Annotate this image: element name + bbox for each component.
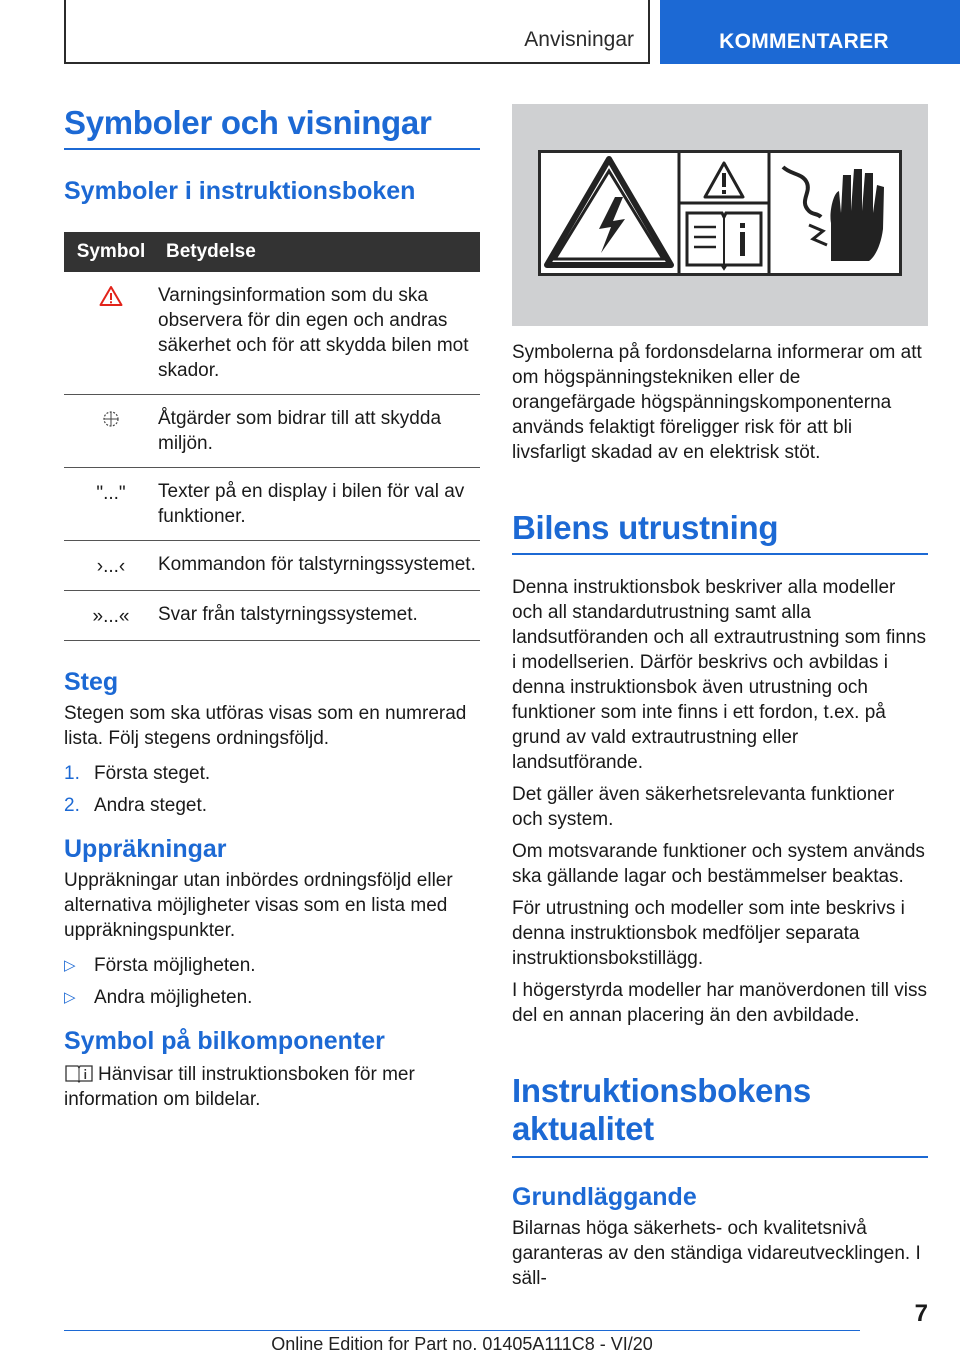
section-title-symbols: Symboler i instruktionsboken	[64, 177, 416, 205]
table-row	[64, 272, 480, 395]
numbered-list	[64, 761, 480, 818]
section-title-utrustning: Bilens utrustning	[512, 509, 779, 546]
utrustning-paragraph: Denna instruktionsbok beskriver alla modeller och all standardutrustning samt alla landsutföranden och all extrautrustning som finns i modellserien. Därför beskrivs och avbildas i denna instruktionsbok även utrustning och funktioner som inte finns i ett fordon, t.ex. på grund av vald extrautrustning eller landsutförande.	[512, 577, 927, 773]
table-cell-meaning: Åtgärder som bidrar till att skydda miljön.	[158, 395, 480, 468]
table-header-symbol: Symbol	[64, 232, 158, 272]
list-item: 2. Andra steget.	[64, 795, 208, 816]
table-cell-symbol: »...«	[64, 591, 158, 641]
environment-icon	[100, 408, 122, 430]
bullet-list	[64, 953, 480, 1010]
table-cell-meaning: Svar från talstyrningssystemet.	[158, 591, 480, 641]
table-row	[64, 541, 480, 591]
utrustning-paragraph: Det gäller även säkerhetsrelevanta funktioner och system.	[512, 784, 895, 830]
table-row	[64, 591, 480, 641]
symbol-table	[64, 232, 480, 641]
grundlaggande-text: Bilarnas höga säkerhets- och kvalitetsnivå garanteras av den ständiga vidareutvecklingen. I säll-	[512, 1218, 921, 1289]
utrustning-paragraph: För utrustning och modeller som inte beskrivs i denna instruktionsbok medföljer separata instruktionsbokstillägg.	[512, 898, 905, 969]
left-column	[64, 104, 480, 1112]
table-header-row	[64, 232, 480, 272]
table-cell-symbol: "..."	[64, 468, 158, 541]
triangle-bullet-icon: ▷	[64, 989, 76, 1006]
table-header-meaning: Betydelse	[158, 232, 480, 272]
active-tab-label: KOMMENTARER	[719, 30, 889, 53]
section-title-grundlaggande: Grundläggande	[512, 1183, 697, 1211]
page-title: Symboler och visningar	[64, 104, 432, 141]
utrustning-paragraph: I högerstyrda modeller har manöverdonen till viss del en annan placering än den avbildade.	[512, 980, 928, 1026]
header-section-tab	[64, 0, 650, 64]
bilkomponenter-text: Hänvisar till instruktionsboken för mer information om bildelar.	[64, 1064, 415, 1110]
footer-rule	[64, 1330, 860, 1331]
section-title-aktualitet: Instruktionsbokens aktualitet	[512, 1072, 811, 1147]
manual-book-icon	[64, 1063, 94, 1083]
steg-text: Stegen som ska utföras visas som en numrerad lista. Följ stegens ordningsföljd.	[64, 703, 467, 749]
title-rule	[64, 148, 480, 150]
table-cell-meaning: Varningsinformation som du ska observera för din egen och andras säkerhet och för att skydda bilen mot skador.	[158, 272, 480, 395]
section-title-steg: Steg	[64, 668, 119, 696]
warning-label	[538, 150, 902, 276]
list-item: ▷ Första möjligheten.	[64, 955, 256, 976]
utrustning-rule	[512, 553, 928, 555]
table-row	[64, 468, 480, 541]
warning-triangle-icon	[99, 285, 123, 307]
triangle-bullet-icon: ▷	[64, 957, 76, 974]
table-cell-meaning: Texter på en display i bilen för val av funktioner.	[158, 468, 480, 541]
image-caption: Symbolerna på fordonsdelarna informerar om att om högspänningstekniken eller de orangefärgade högspänningskomponenterna används felaktigt föreligger risk för att bli livsfarligt skadad av en elektrisk stöt.	[512, 342, 922, 463]
list-item: ▷ Andra möjligheten.	[64, 987, 253, 1008]
utrustning-paragraph: Om motsvarande funktioner och system används ska gällande lagar och bestämmelser beaktas.	[512, 841, 925, 887]
warning-label-graphic	[541, 153, 899, 273]
section-title-bilkomponenter: Symbol på bilkomponenter	[64, 1027, 385, 1055]
aktualitet-rule	[512, 1156, 928, 1158]
active-tab[interactable]	[660, 0, 960, 64]
list-item: 1. Första steget.	[64, 763, 211, 784]
footer-edition: Online Edition for Part no. 01405A111C8 - VI/20	[271, 1334, 653, 1354]
section-tab-label: Anvisningar	[524, 28, 634, 51]
page-number: 7	[914, 1300, 928, 1327]
right-column	[512, 104, 928, 1291]
table-cell-symbol: ›...‹	[64, 541, 158, 591]
table-cell-meaning: Kommandon för talstyrningssystemet.	[158, 541, 480, 591]
high-voltage-warning-illustration	[512, 104, 928, 326]
section-title-upprakningar: Uppräkningar	[64, 835, 227, 863]
table-row	[64, 395, 480, 468]
upprakningar-text: Uppräkningar utan inbördes ordningsföljd eller alternativa möjligheter visas som en lista med uppräkningspunkter.	[64, 870, 453, 941]
